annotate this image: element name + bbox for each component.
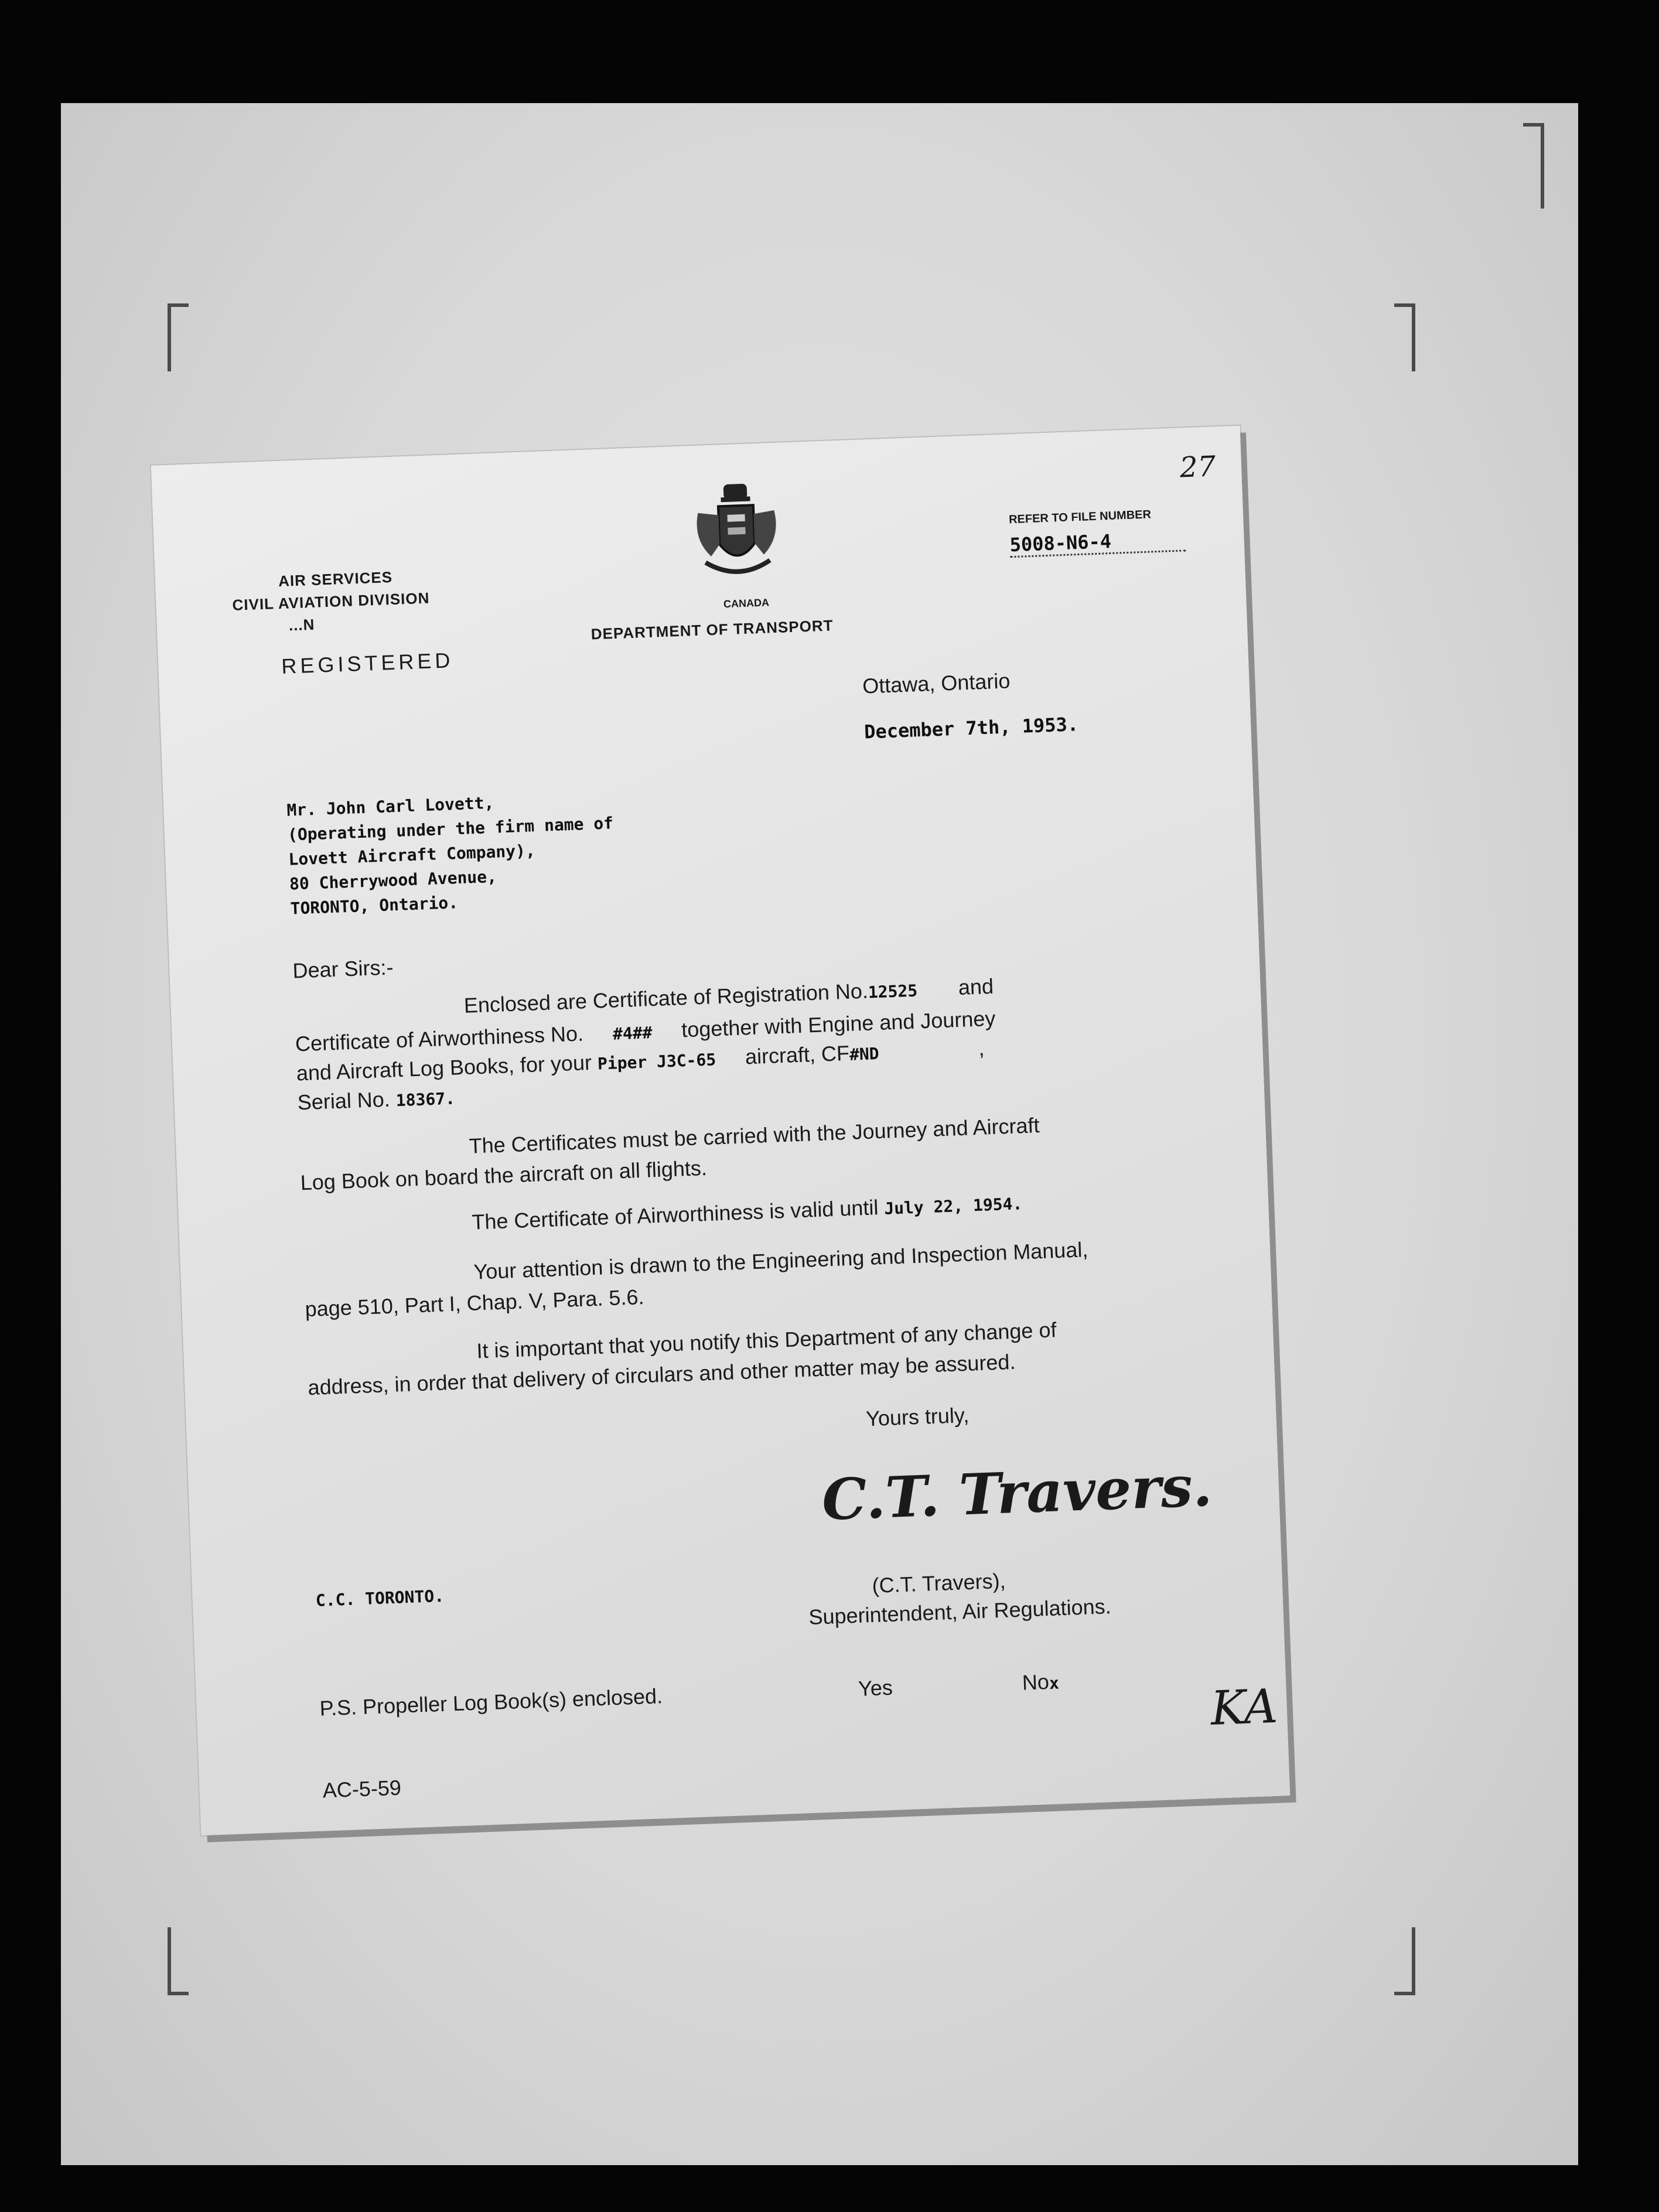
crop-mark-top-right [1394,303,1415,371]
airworthiness-number: #4## [612,1023,653,1044]
refer-label: REFER TO FILE NUMBER [1008,508,1152,527]
aircraft-registration-mark: #ND [849,1044,880,1064]
body-text: The Certificates must be carried with the Journey and Aircraft [468,1113,1040,1158]
body-text: Enclosed are Certificate of Registration No. [463,978,869,1018]
crest-caption: CANADA [723,596,770,610]
ps-yes: Yes [858,1675,893,1701]
letter-document [151,426,1290,1836]
crop-mark-bottom-right [1394,1927,1415,1995]
place: Ottawa, Ontario [862,668,1011,698]
body-text: , [978,1036,985,1060]
department-title: DEPARTMENT OF TRANSPORT [590,616,834,643]
body-text: Certificate of Airworthiness No. [295,1021,584,1056]
closing: Yours truly, [865,1402,970,1431]
signer-title: Superintendent, Air Regulations. [808,1594,1112,1630]
crop-mark-bottom-left [168,1927,189,1995]
body-text: address, in order that delivery of circulars and other matter may be assured. [307,1349,1016,1400]
address-line: Lovett Aircraft Company), [288,841,536,869]
agency-line2: CIVIL AVIATION DIVISION [232,589,430,614]
salutation: Dear Sirs:- [292,955,394,983]
body-text: page 510, Part I, Chap. V, Para. 5.6. [304,1284,645,1322]
body-text: and [958,974,994,999]
agency-line3: ...N [288,615,315,634]
crop-mark-outer-right [1523,123,1544,209]
handwritten-initials: KA [1210,1678,1279,1736]
form-number: AC-5-59 [322,1775,402,1803]
address-line: 80 Cherrywood Avenue, [289,866,497,894]
signature: C.T. Travers. [821,1452,1214,1534]
body-text: and Aircraft Log Books, for your [296,1050,592,1085]
postscript: P.S. Propeller Log Book(s) enclosed. [319,1684,663,1721]
registered-stamp: REGISTERED [281,648,455,678]
body-text: aircraft, CF [745,1040,850,1069]
body-text: The Certificate of Airworthiness is valid until [471,1195,879,1234]
registration-number: 12525 [868,981,918,1002]
body-text: Log Book on board the aircraft on all flights. [300,1155,708,1195]
ps-no-mark: x [1049,1673,1060,1694]
aircraft-model: Piper J3C-65 [597,1050,716,1074]
body-text: Your attention is drawn to the Engineering and Inspection Manual, [473,1237,1088,1284]
serial-number: 18367. [395,1088,456,1111]
ps-no: No [1022,1670,1050,1695]
address-line: (Operating under the firm name of [287,813,614,845]
canada-coat-of-arms-icon [685,477,788,592]
body-text: Serial No. [297,1087,391,1115]
address-line: TORONTO, Ontario. [290,893,459,919]
body-text: It is important that you notify this Department of any change of [476,1317,1057,1363]
body-text: together with Engine and Journey [681,1006,996,1042]
address-line: Mr. John Carl Lovett, [286,793,494,820]
page-number: 27 [1179,450,1217,484]
agency-line1: AIR SERVICES [278,568,393,590]
signer-name: (C.T. Travers), [871,1568,1006,1598]
file-number: 5008-N6-4 [1009,527,1186,558]
valid-until-date: July 22, 1954. [883,1194,1023,1218]
carbon-copy: C.C. TORONTO. [315,1586,445,1610]
date: December 7th, 1953. [863,713,1079,743]
crop-mark-top-left [168,303,189,371]
